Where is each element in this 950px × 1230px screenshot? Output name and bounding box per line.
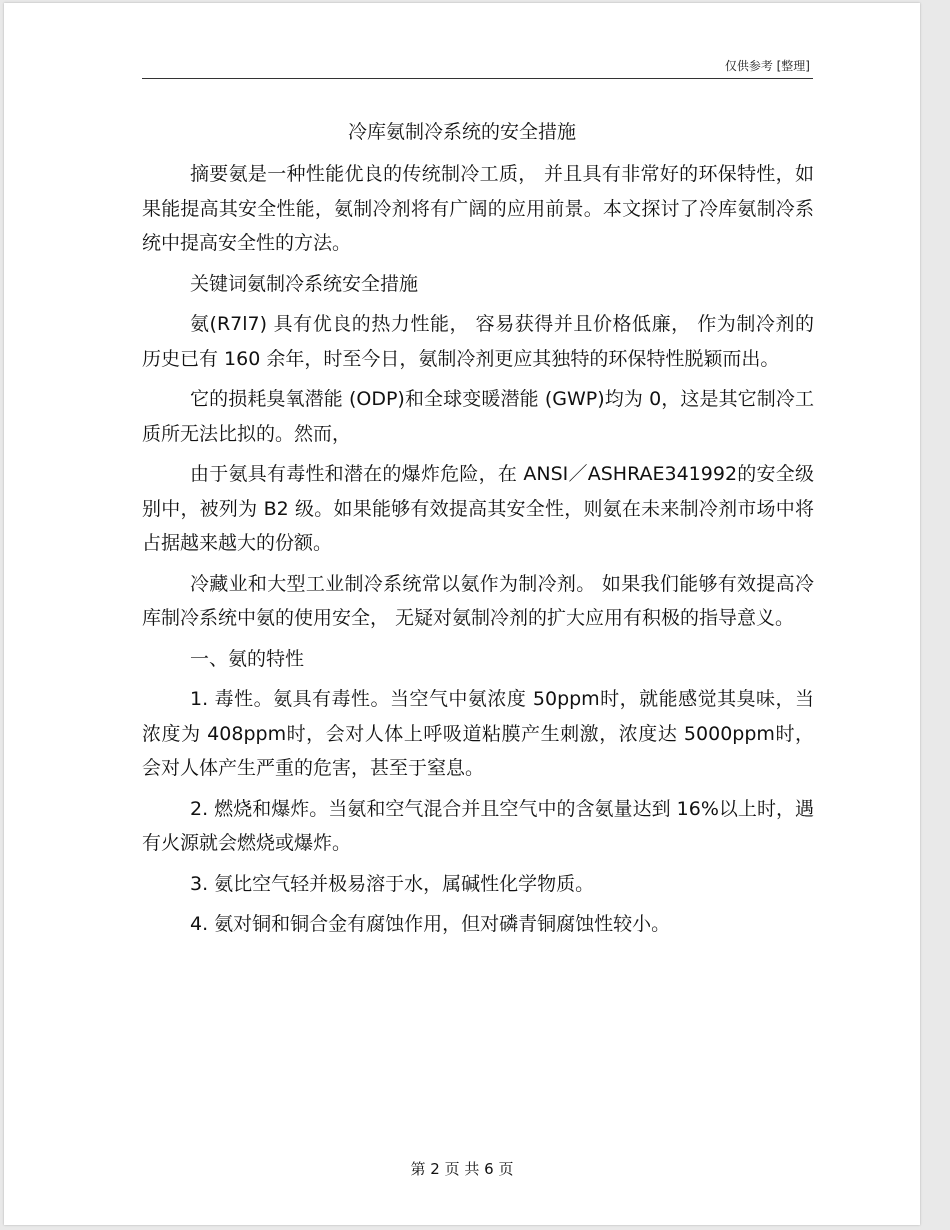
document-page — [4, 3, 920, 1225]
header-divider — [142, 78, 813, 79]
list-item: 4. 氨对铜和铜合金有腐蚀作用，但对磷青铜腐蚀性较小。 — [190, 913, 671, 935]
section-heading: 一、氨的特性 — [190, 647, 305, 670]
list-item: 3. 氨比空气轻并极易溶于水，属碱性化学物质。 — [190, 872, 595, 895]
paragraph-significance: 冷藏业和大型工业制冷系统常以氨作为制冷剂。 如果我们能够有效提高冷库制冷系统中氨的使用安全， 无疑对氨制冷剂的扩大应用有积极的指导意义。 — [142, 572, 814, 629]
paragraph-keywords: 关键词氨制冷系统安全措施 — [190, 272, 419, 295]
document-title: 冷库氨制冷系统的安全措施 — [347, 121, 576, 143]
list-item: 1. 毒性。氨具有毒性。当空气中氨浓度 50ppm时，就能感觉其臭味，当浓度为 408ppm时，会对人体上呼吸道粘膜产生刺激，浓度达 5000ppm时，会对人体产生严重的危害，甚至于窒息。 — [142, 688, 814, 779]
document-body — [142, 157, 814, 948]
page-number: 第 2 页 共 6 页 — [410, 1160, 514, 1178]
paragraph-intro: 氨(R7l7) 具有优良的热力性能， 容易获得并且价格低廉， 作为制冷剂的历史已有 160 余年，时至今日，氨制冷剂更应其独特的环保特性脱颖而出。 — [142, 313, 814, 370]
list-item: 2. 燃烧和爆炸。当氨和空气混合并且空气中的含氨量达到 16%以上时，遇有火源就会燃烧或爆炸。 — [142, 797, 814, 854]
paragraph-safety-class: 由于氨具有毒性和潜在的爆炸危险，在 ANSI／ASHRAE341992的安全级别中，被列为 B2 级。如果能够有效提高其安全性，则氨在未来制冷剂市场中将占据越来越大的份额。 — [142, 463, 814, 554]
paragraph-abstract: 摘要氨是一种性能优良的传统制冷工质， 并且具有非常好的环保特性，如果能提高其安全性能，氨制冷剂将有广阔的应用前景。本文探讨了冷库氨制冷系统中提高安全性的方法。 — [142, 163, 814, 254]
header-note: 仅供参考 [整理] — [724, 59, 810, 73]
paragraph-odp-gwp: 它的损耗臭氧潜能 (ODP)和全球变暖潜能 (GWP)均为 0，这是其它制冷工质所无法比拟的。然而， — [142, 388, 814, 445]
